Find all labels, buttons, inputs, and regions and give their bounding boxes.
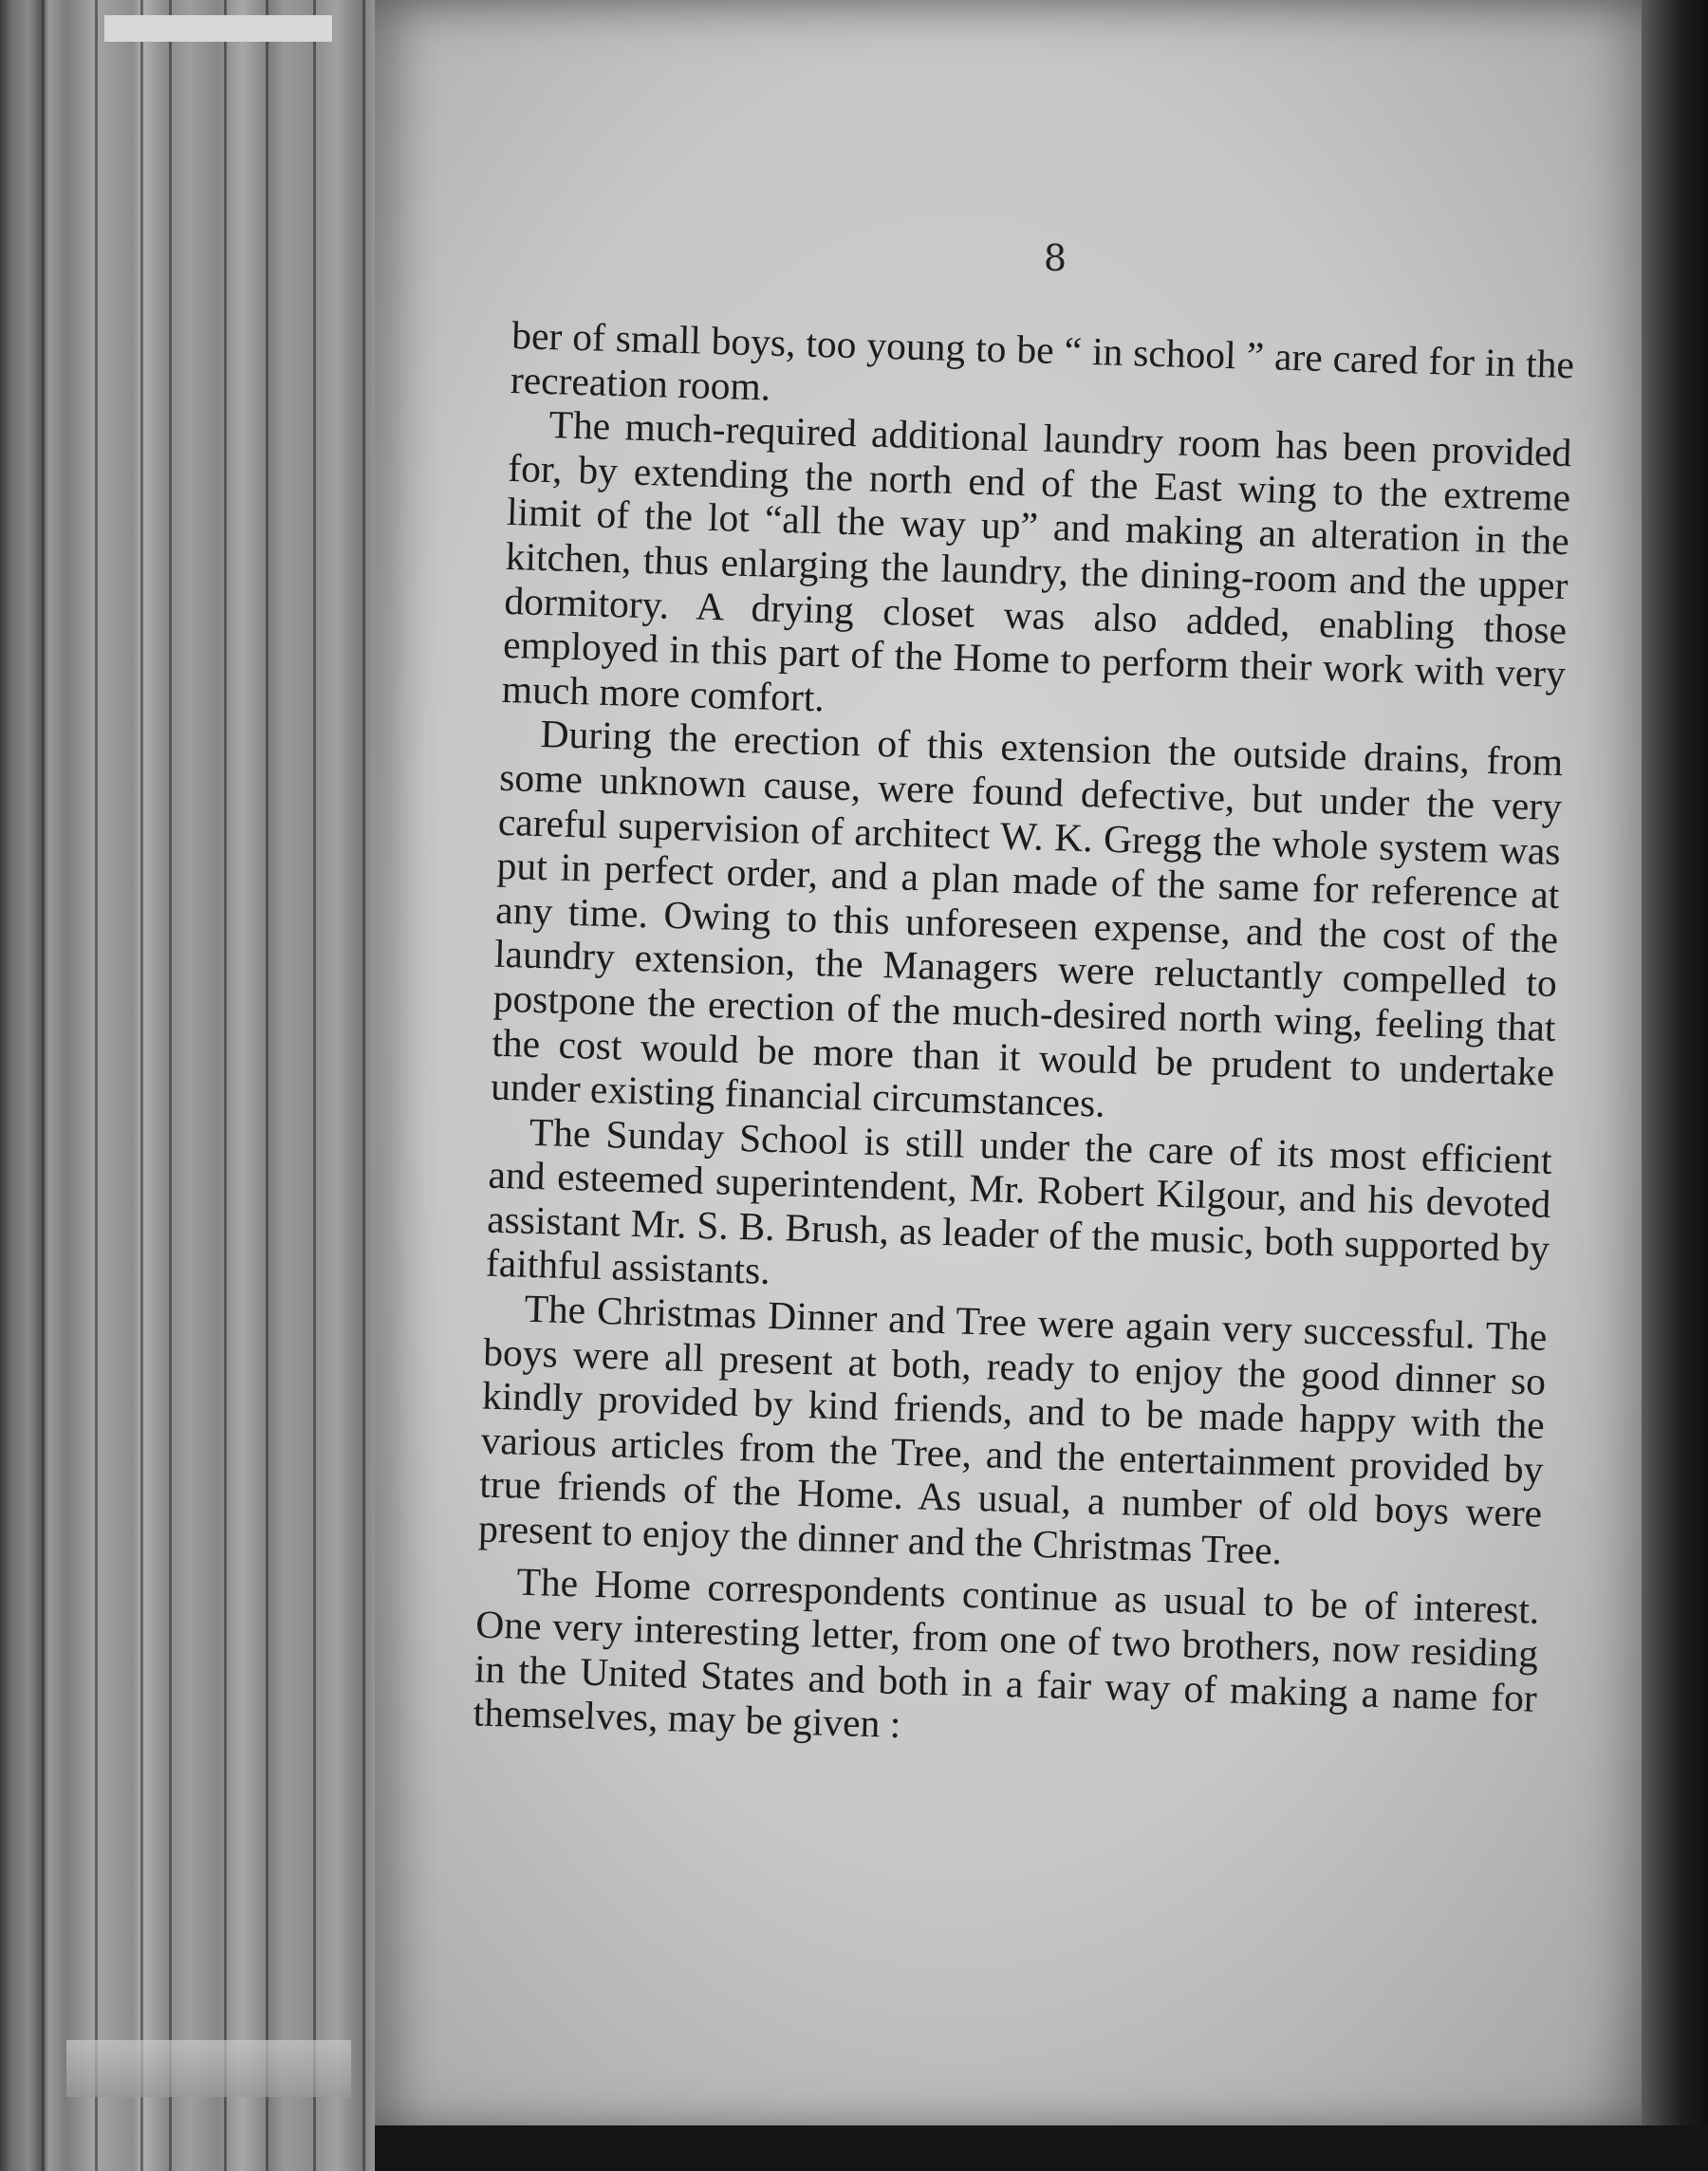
page-edge-line [140,0,143,2171]
page-bottom-strip [66,2040,351,2097]
paragraph-laundry: The much-required additional laundry room has been provided for, by extending the north end of the East wing to the extreme limit of the lot “all the way up” and making an alteration in the kitchen, thus enlarging the laundry, the dining-room and the upper dormitory. A drying closet was also added, enabling those employed in this part of the Home to perform their work with very much more comfort. [501,402,1572,720]
bottom-shadow [375,2125,1708,2171]
page-edge-line [266,0,269,2171]
page-number: 8 [1043,237,1068,279]
page-edge-line [313,0,316,2171]
paragraph-christmas: The Christmas Dinner and Tree were again very successful. The boys were all present at both, ready to enjoy the good dinner so kindly provided by kind friends, and to be made happy with the various articles from the Tree, and the entertainment provided by true friends of the Home. As usual, a number of old boys were present to enjoy the dinner and the Christmas Tree. [477,1286,1548,1573]
page-edge-line [362,0,365,2171]
paragraph-correspondents: The Home correspondents continue as usual to be of interest. One very interesting letter, from one of two brothers, now residing in the United States and both in a fair way of making a name for themselves, may be given : [473,1559,1540,1747]
page-top-strip [104,15,332,42]
paragraph-drains: During the erection of this extension the outside drains, from some unknown cause, were found defective, but under the very careful supervision of architect W. K. Gregg the whole system was put in perfect order, and a plan made of the same for reference at any time. Owing to this unforeseen expense, and the cost of the laundry extension, the Managers were reluctantly compelled to postpone the erection of the much-desired north wing, feeling that the cost would be more than it would be prudent to undertake under existing financial circumstances. [490,712,1564,1125]
page-edge-line [42,0,45,2171]
page-edge-line [224,0,227,2171]
page-edge-line [169,0,172,2171]
binding-shadow [1642,0,1708,2171]
paragraph-sunday-school: The Sunday School is still under the care of its most efficient and esteemed superintendent, Mr. Robert Kilgour, and his devoted assistant Mr. S. B. Brush, as leader of the music, both supported by faithful assistants. [485,1109,1553,1293]
page-edge-line [95,0,98,2171]
body-text [473,313,1574,1765]
page-edges-stack [0,0,399,2171]
paragraph-continuation: ber of small boys, too young to be “ in school ” are cared for in the recreation room. [510,313,1575,409]
